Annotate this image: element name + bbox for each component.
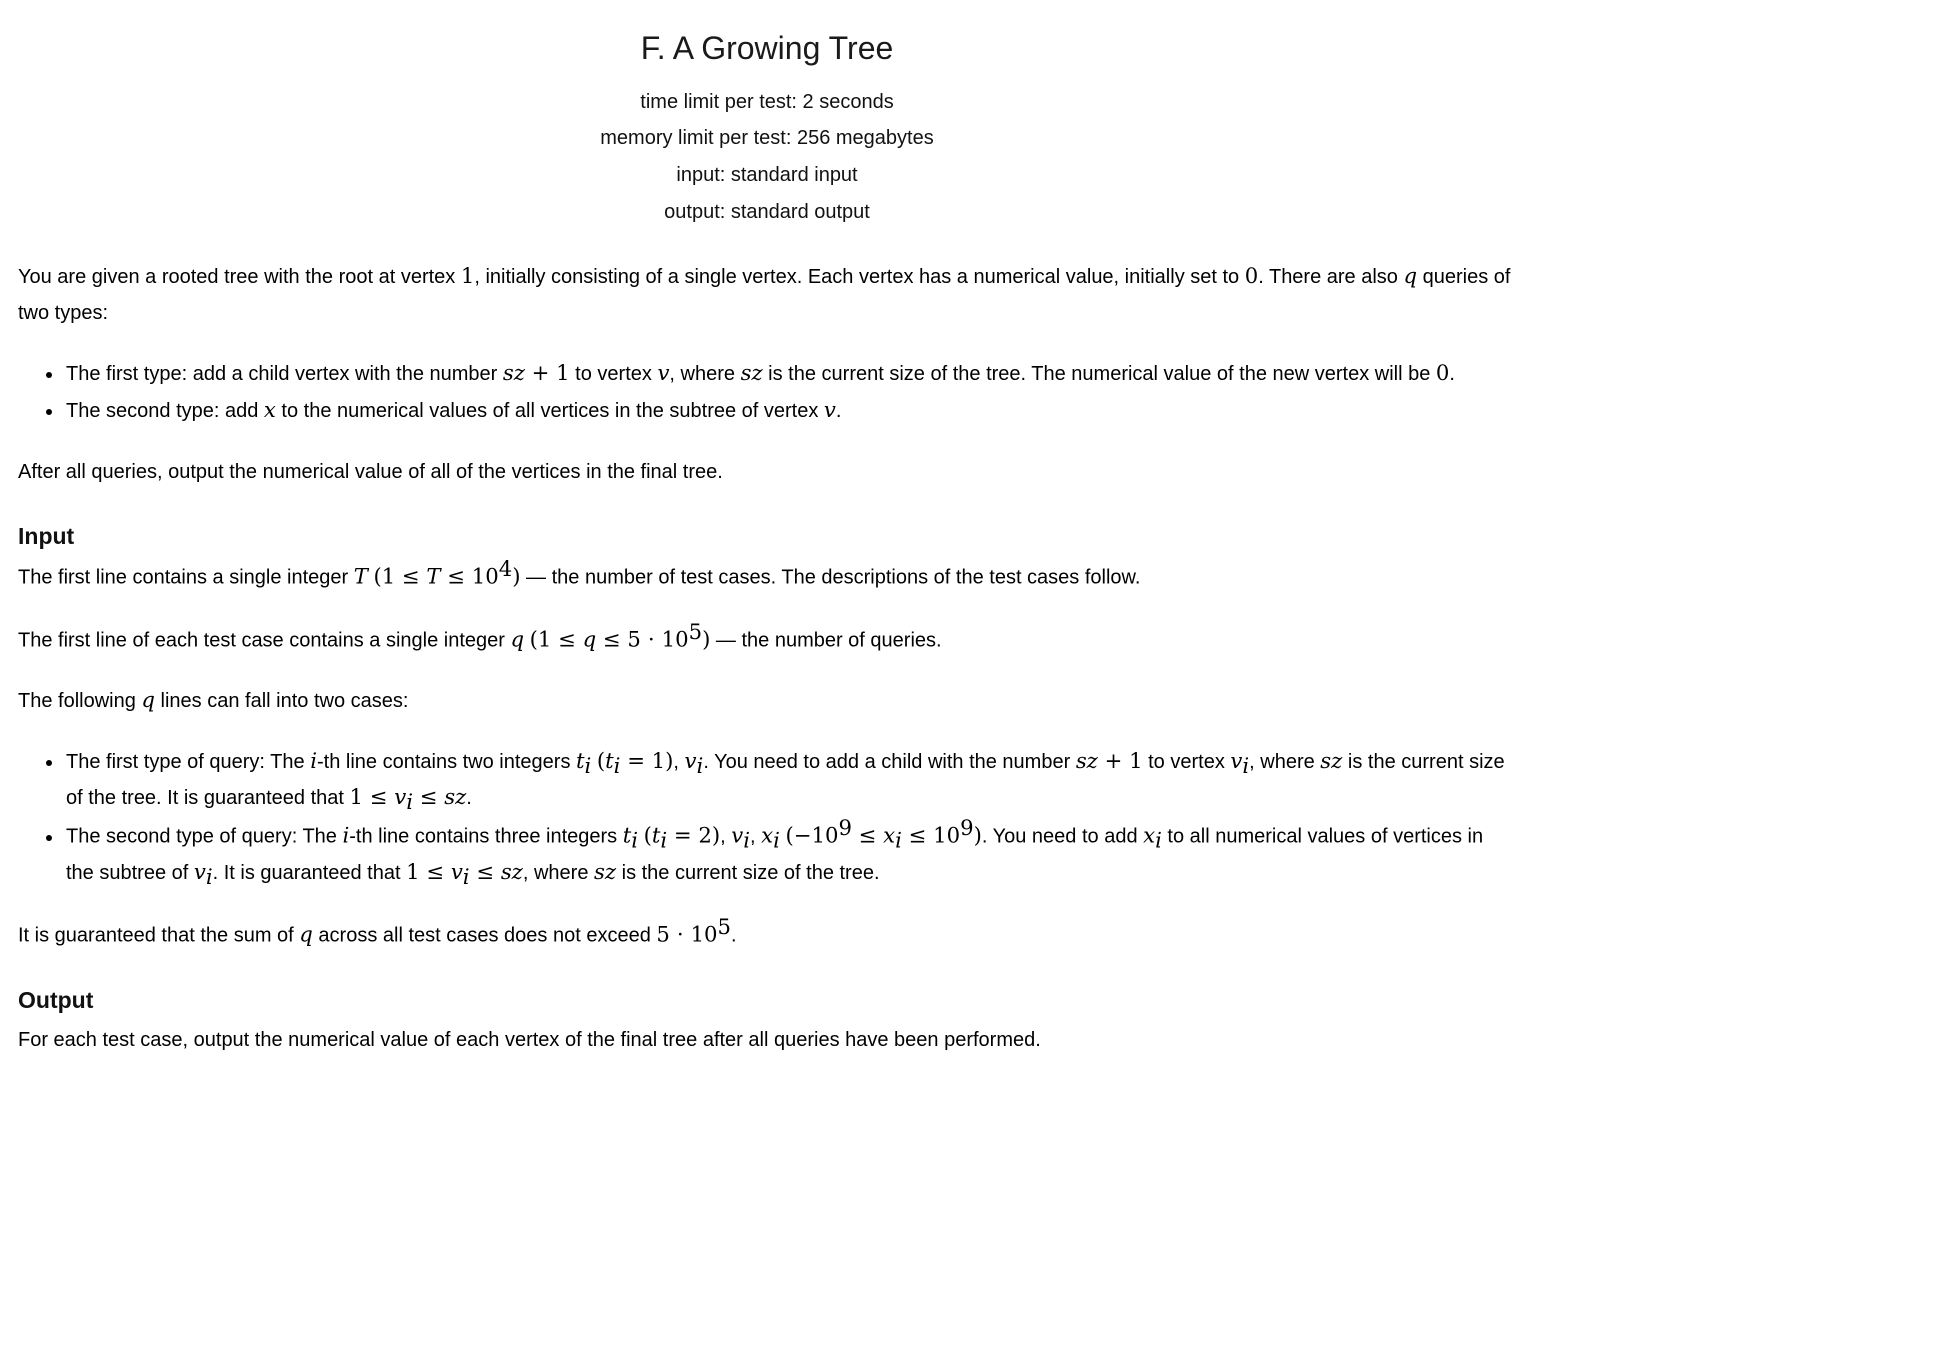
input-paragraph-4: It is guaranteed that the sum of q across all test cases does not exceed $5 \cdot 10^5$. xyxy=(18,913,737,947)
input-bullet-list xyxy=(18,744,1516,891)
statement-bullet-second-type: • The second type: add x to the numerical values of all vertices in the subtree of vertex v. xyxy=(64,393,1516,429)
input-spec: input: standard input xyxy=(676,164,858,187)
input-paragraph-2: The first line of each test case contains a single integer q $(1 \le q \le 5 \cdot 10^5)$ — the number of queries. xyxy=(18,618,942,652)
output-spec: output: standard output xyxy=(664,200,870,223)
input-bullet-first-query: • The first type of query: The i-th line contains two integers $t_i$ $(t_i = 1)$, $v_i$. You need to add a child with the number sz + 1 to vertex $v_i$, where sz is the current size of the tree. It is guaranteed that $1 \le v_i$ ≤ sz. xyxy=(64,744,1516,816)
output-paragraph-1: For each test case, output the numerical value of each vertex of the final tree after all queries have been performed. xyxy=(18,1028,1041,1051)
input-bullet-second-query: • The second type of query: The i-th line contains three integers $t_i$ $(t_i = 2)$, $v_i$, $x_i$ $(-10^9 \le x_i \le 10^9)$. You need to add $x_i$ to all numerical values of vertices in the subtree of $v_i$. It is guaranteed that $1 \le v_i$ ≤ sz, where sz is the current size of the tree. xyxy=(64,817,1516,891)
problem-header xyxy=(18,28,1516,231)
problem-title: F. A Growing Tree xyxy=(640,30,894,66)
time-limit: time limit per test: 2 seconds xyxy=(640,90,894,113)
memory-limit: memory limit per test: 256 megabytes xyxy=(600,127,934,150)
statement-outro: After all queries, output the numerical value of all of the vertices in the final tree. xyxy=(18,460,723,483)
statement-intro: You are given a rooted tree with the root at vertex 1, initially consisting of a single vertex. Each vertex has a numerical value, initially set to 0. There are also q queries of two types: xyxy=(18,262,1511,324)
input-paragraph-1: The first line contains a single integer T $(1 \le T \le 10^4)$ — the number of test cases. The descriptions of the test cases follow. xyxy=(18,555,1141,589)
statement-bullet-first-type: • The first type: add a child vertex with the number sz + 1 to vertex v, where sz is the current size of the tree. The numerical value of the new vertex will be 0. xyxy=(64,356,1516,392)
input-paragraph-3: The following q lines can fall into two cases: xyxy=(18,687,409,713)
statement-bullet-list xyxy=(18,356,1516,429)
input-heading: Input xyxy=(18,522,75,549)
output-heading: Output xyxy=(18,986,94,1013)
